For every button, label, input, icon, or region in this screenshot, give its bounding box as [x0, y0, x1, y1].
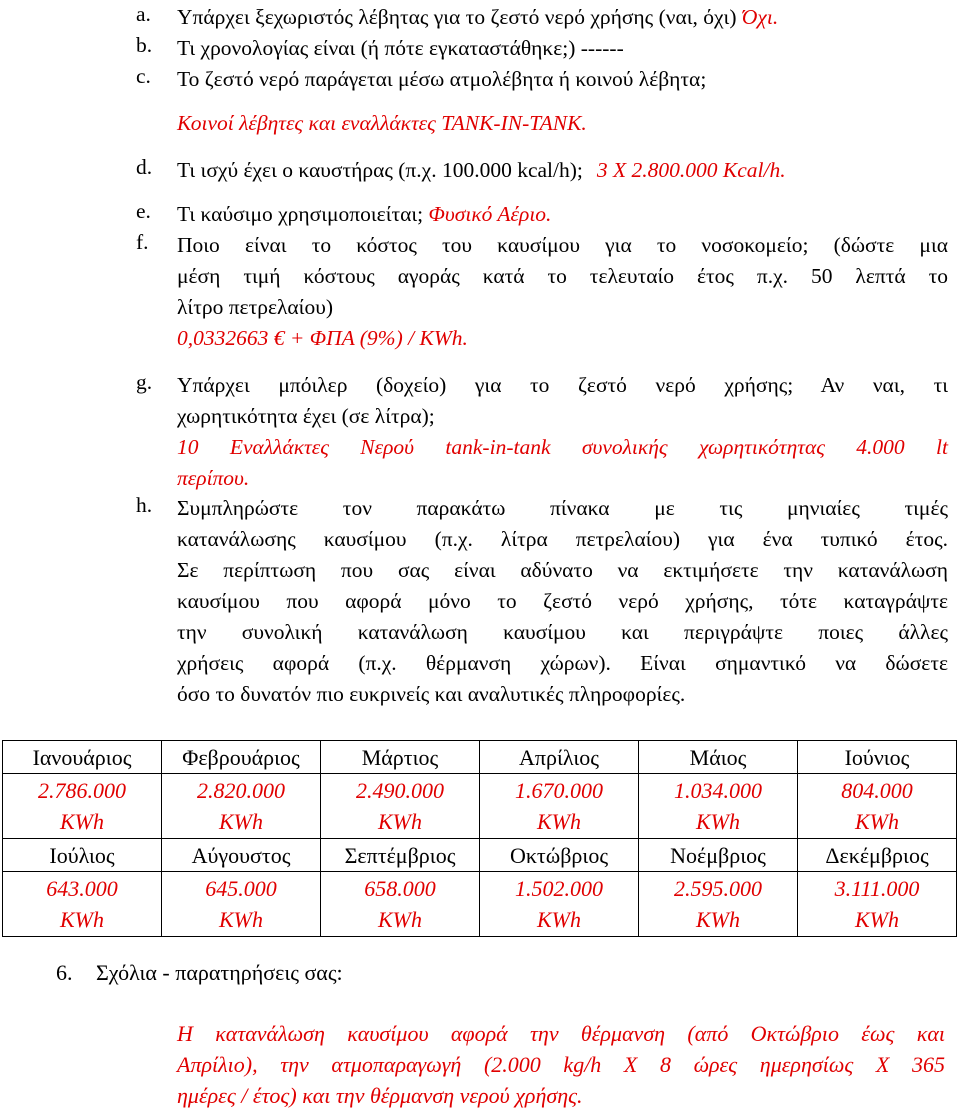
- section-6-heading: [56, 960, 343, 986]
- item-letter: e.: [136, 199, 151, 223]
- value-text: 1.670.000: [515, 778, 603, 803]
- question-text: Τι καύσιμο χρησιμοποιείται;: [177, 202, 429, 226]
- comment-line: Απρίλιο), την ατμοπαραγωγή (2.000 kg/h Χ 8 ώρες ημερησίως Χ 365: [177, 1052, 945, 1077]
- item-f: [136, 230, 948, 354]
- answer-text: 0,0332663 € + ΦΠΑ (9%) / KWh.: [177, 326, 468, 350]
- month-name-cell: Μάιος: [639, 741, 798, 774]
- month-name-cell: Φεβρουάριος: [162, 741, 321, 774]
- unit-text: KWh: [60, 907, 104, 932]
- month-value-cell: [639, 872, 798, 937]
- month-name-cell: Σεπτέμβριος: [321, 839, 480, 872]
- value-text: 2.595.000: [674, 876, 762, 901]
- value-text: 643.000: [46, 876, 118, 901]
- item-d: [136, 155, 948, 186]
- month-name-cell: Ιούλιος: [3, 839, 162, 872]
- value-text: 1.034.000: [674, 778, 762, 803]
- item-letter: f.: [136, 230, 149, 254]
- unit-text: KWh: [378, 907, 422, 932]
- item-e: [136, 199, 948, 230]
- month-name-cell: Ιούνιος: [798, 741, 957, 774]
- question-line: λίτρο πετρελαίου): [177, 295, 334, 319]
- month-name-cell: Νοέμβριος: [639, 839, 798, 872]
- section-number: 6.: [56, 960, 73, 985]
- value-text: 2.490.000: [356, 778, 444, 803]
- item-letter: g.: [136, 370, 153, 394]
- instruction-line: όσο το δυνατόν πιο ευκρινείς και αναλυτικές πληροφορίες.: [177, 682, 686, 706]
- item-h: [136, 493, 948, 710]
- comment-line: Η κατανάλωση καυσίμου αφορά την θέρμανση (από Οκτώβριο έως και: [177, 1021, 945, 1046]
- item-letter: c.: [136, 64, 151, 88]
- month-value-cell: [798, 774, 957, 839]
- value-text: 3.111.000: [834, 876, 920, 901]
- month-name-cell: Αύγουστος: [162, 839, 321, 872]
- month-value-cell: [162, 774, 321, 839]
- month-value-cell: [480, 872, 639, 937]
- answer-line: 10 Εναλλάκτες Νερού tank-in-tank συνολικής χωρητικότητας 4.000 lt: [177, 435, 948, 459]
- month-value-cell: [798, 872, 957, 937]
- item-c: [136, 64, 948, 95]
- question-text: Τι ισχύ έχει ο καυστήρας (π.χ. 100.000 kcal/h);: [177, 158, 583, 182]
- item-letter: h.: [136, 493, 153, 517]
- value-text: 804.000: [841, 778, 913, 803]
- question-text: Το ζεστό νερό παράγεται μέσω ατμολέβητα ή κοινού λέβητα;: [177, 67, 707, 91]
- month-value-cell: [321, 872, 480, 937]
- answer-text: Όχι.: [741, 5, 779, 29]
- month-value-cell: [480, 774, 639, 839]
- unit-text: KWh: [219, 809, 263, 834]
- unit-text: KWh: [696, 907, 740, 932]
- item-a: [136, 2, 948, 33]
- question-line: χωρητικότητα έχει (σε λίτρα);: [177, 404, 435, 428]
- month-name-cell: Μάρτιος: [321, 741, 480, 774]
- unit-text: KWh: [855, 907, 899, 932]
- month-name-cell: Ιανουάριος: [3, 741, 162, 774]
- instruction-line: Συμπληρώστε τον παρακάτω πίνακα με τις μηνιαίες τιμές: [177, 496, 948, 520]
- month-value-cell: [321, 774, 480, 839]
- answer-text: Φυσικό Αέριο.: [428, 202, 552, 226]
- month-value-cell: [639, 774, 798, 839]
- instruction-line: Σε περίπτωση που σας είναι αδύνατο να εκτιμήσετε την κατανάλωση: [177, 558, 948, 582]
- instruction-line: καυσίμου που αφορά μόνο το ζεστό νερό χρήσης, τότε καταγράψτε: [177, 589, 948, 613]
- question-line: μέση τιμή κόστους αγοράς κατά το τελευταίο έτος π.χ. 50 λεπτά το: [177, 264, 948, 288]
- unit-text: KWh: [855, 809, 899, 834]
- value-text: 2.786.000: [38, 778, 126, 803]
- month-value-cell: [162, 872, 321, 937]
- item-b: [136, 33, 948, 64]
- table-header-row: [3, 839, 957, 872]
- instruction-line: κατανάλωσης καυσίμου (π.χ. λίτρα πετρελαίου) για ένα τυπικό έτος.: [177, 527, 948, 551]
- comments-text: [177, 1018, 945, 1111]
- question-text: Τι χρονολογίας είναι (ή πότε εγκαταστάθηκε;) ------: [177, 36, 624, 60]
- unit-text: KWh: [219, 907, 263, 932]
- unit-text: KWh: [537, 809, 581, 834]
- month-name-cell: Απρίλιος: [480, 741, 639, 774]
- item-letter: d.: [136, 155, 153, 179]
- value-text: 645.000: [205, 876, 277, 901]
- item-letter: a.: [136, 2, 151, 26]
- answer-text: 3 Χ 2.800.000 Kcal/h.: [596, 158, 786, 182]
- value-text: 2.820.000: [197, 778, 285, 803]
- unit-text: KWh: [696, 809, 740, 834]
- item-letter: b.: [136, 33, 153, 57]
- unit-text: KWh: [537, 907, 581, 932]
- unit-text: KWh: [60, 809, 104, 834]
- unit-text: KWh: [378, 809, 422, 834]
- value-text: 658.000: [364, 876, 436, 901]
- month-name-cell: Οκτώβριος: [480, 839, 639, 872]
- section-title: Σχόλια - παρατηρήσεις σας:: [96, 960, 343, 985]
- table-value-row: [3, 774, 957, 839]
- question-text: Υπάρχει ξεχωριστός λέβητας για το ζεστό νερό χρήσης (ναι, όχι): [177, 5, 742, 29]
- answer-text: Κοινοί λέβητες και εναλλάκτες TANK-IN-TANK.: [177, 111, 587, 135]
- month-name-cell: Δεκέμβριος: [798, 839, 957, 872]
- item-g: [136, 370, 948, 494]
- table-value-row: [3, 872, 957, 937]
- instruction-line: την συνολική κατανάλωση καυσίμου και περιγράψτε ποιες άλλες: [177, 620, 948, 644]
- answer-line: περίπου.: [177, 466, 250, 490]
- table-header-row: [3, 741, 957, 774]
- month-value-cell: [3, 774, 162, 839]
- month-value-cell: [3, 872, 162, 937]
- question-line: Υπάρχει μπόιλερ (δοχείο) για το ζεστό νερό χρήσης; Αν ναι, τι: [177, 373, 948, 397]
- monthly-consumption-table: [2, 740, 957, 937]
- question-line: Ποιο είναι το κόστος του καυσίμου για το νοσοκομείο; (δώστε μια: [177, 233, 948, 257]
- comment-line: ημέρες / έτος) και την θέρμανση νερού χρήσης.: [177, 1083, 583, 1108]
- value-text: 1.502.000: [515, 876, 603, 901]
- instruction-line: χρήσεις αφορά (π.χ. θέρμανση χώρων). Είναι σημαντικό να δώσετε: [177, 651, 948, 675]
